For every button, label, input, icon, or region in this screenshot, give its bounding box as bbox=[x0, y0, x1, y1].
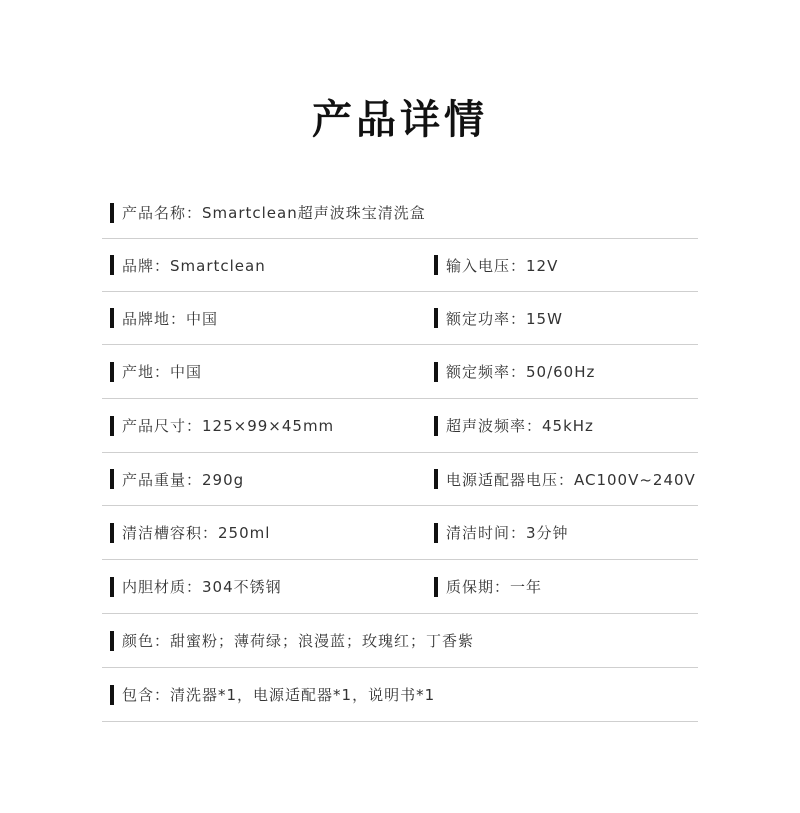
spec-row bbox=[102, 345, 698, 399]
spec-text: 颜色：甜蜜粉；薄荷绿；浪漫蓝；玫瑰红；丁香紫 bbox=[122, 632, 475, 650]
marker-bar bbox=[110, 523, 114, 543]
spec-row bbox=[102, 399, 698, 453]
spec-text: 清洁时间：3分钟 bbox=[446, 524, 569, 542]
marker-bar bbox=[434, 416, 438, 436]
spec-cell bbox=[434, 361, 698, 382]
spec-cell bbox=[434, 522, 698, 543]
marker-bar bbox=[110, 308, 114, 328]
marker-bar bbox=[434, 469, 438, 489]
marker-bar bbox=[110, 203, 114, 223]
spec-text: 产品名称：Smartclean超声波珠宝清洗盒 bbox=[122, 204, 426, 222]
marker-bar bbox=[434, 308, 438, 328]
marker-bar bbox=[434, 255, 438, 275]
spec-row bbox=[102, 668, 698, 722]
spec-row bbox=[102, 506, 698, 560]
spec-row bbox=[102, 453, 698, 506]
spec-cell bbox=[434, 415, 698, 436]
spec-table bbox=[102, 187, 698, 722]
spec-text: 输入电压：12V bbox=[446, 256, 559, 275]
marker-bar bbox=[110, 416, 114, 436]
spec-text: 产品尺寸：125×99×45mm bbox=[122, 417, 335, 435]
spec-cell bbox=[102, 202, 698, 223]
spec-text: 电源适配器电压：AC100V~240V bbox=[446, 470, 696, 489]
spec-cell bbox=[434, 308, 698, 329]
spec-row bbox=[102, 239, 698, 292]
spec-text: 质保期：一年 bbox=[446, 578, 543, 596]
marker-bar bbox=[434, 523, 438, 543]
spec-row bbox=[102, 187, 698, 239]
marker-bar bbox=[434, 577, 438, 597]
spec-text: 清洁槽容积：250ml bbox=[122, 524, 271, 542]
spec-row bbox=[102, 614, 698, 668]
spec-text: 品牌：Smartclean bbox=[122, 256, 266, 275]
marker-bar bbox=[110, 577, 114, 597]
marker-bar bbox=[110, 685, 114, 705]
marker-bar bbox=[110, 469, 114, 489]
marker-bar bbox=[110, 255, 114, 275]
spec-cell bbox=[102, 469, 434, 490]
spec-cell bbox=[102, 415, 434, 436]
spec-cell bbox=[102, 630, 698, 651]
page-title: 产品详情 bbox=[312, 97, 488, 143]
spec-text: 产品重量：290g bbox=[122, 470, 245, 489]
spec-text: 额定频率：50/60Hz bbox=[446, 363, 596, 381]
marker-bar bbox=[110, 362, 114, 382]
spec-cell bbox=[102, 361, 434, 382]
spec-cell bbox=[434, 469, 698, 490]
spec-cell bbox=[102, 308, 434, 329]
spec-cell bbox=[434, 576, 698, 597]
spec-text: 产地：中国 bbox=[122, 363, 203, 381]
spec-cell bbox=[102, 576, 434, 597]
spec-text: 额定功率：15W bbox=[446, 309, 563, 328]
spec-row bbox=[102, 560, 698, 614]
spec-text: 包含：清洗器*1，电源适配器*1，说明书*1 bbox=[122, 686, 436, 704]
spec-text: 内胆材质：304不锈钢 bbox=[122, 578, 282, 596]
marker-bar bbox=[110, 631, 114, 651]
spec-cell bbox=[102, 684, 698, 705]
spec-cell bbox=[102, 522, 434, 543]
spec-text: 超声波频率：45kHz bbox=[446, 417, 594, 435]
spec-text: 品牌地：中国 bbox=[122, 309, 219, 328]
spec-cell bbox=[102, 255, 434, 276]
spec-cell bbox=[434, 255, 698, 276]
spec-row bbox=[102, 292, 698, 345]
marker-bar bbox=[434, 362, 438, 382]
